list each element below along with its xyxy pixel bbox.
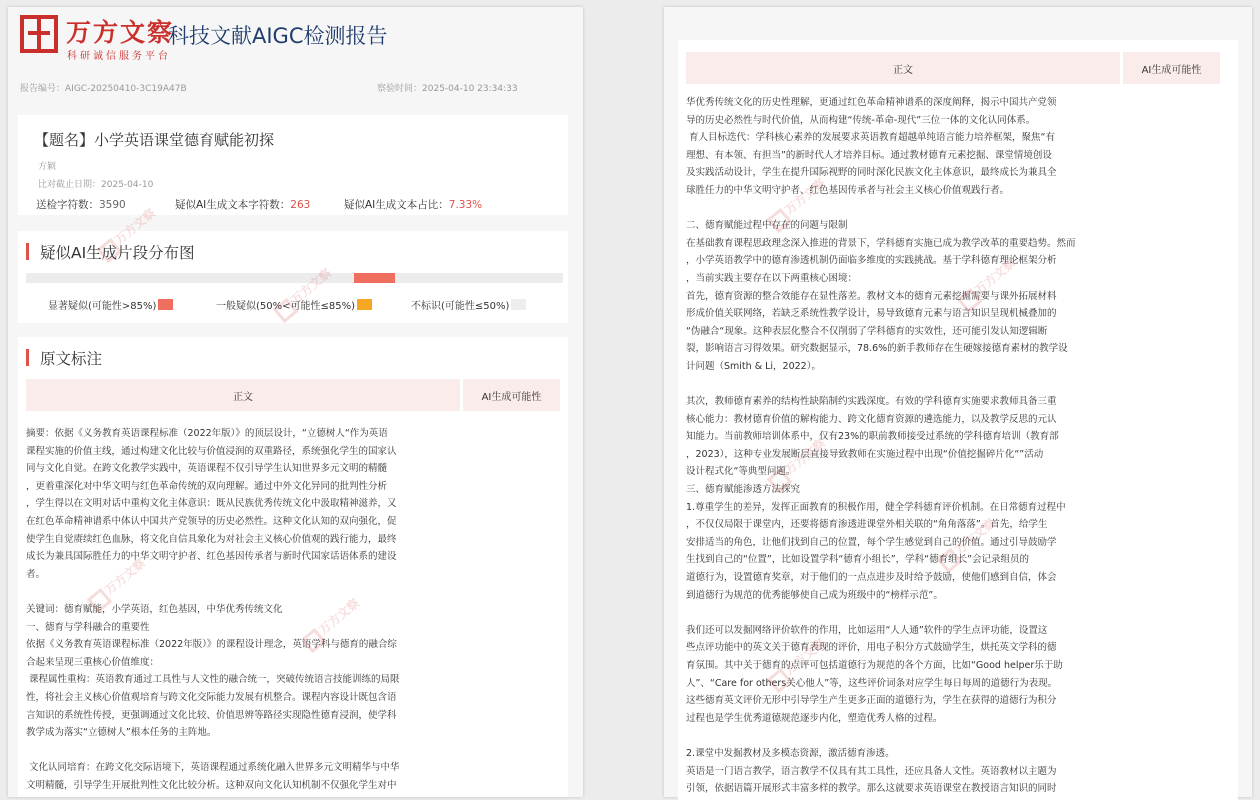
stat-total-chars-value: 3590 — [99, 199, 126, 211]
cutoff-date-label: 比对截止日期： — [38, 180, 102, 190]
legend-none-label: 不标识(可能性≤50%) — [411, 301, 510, 312]
legend-none-swatch — [511, 299, 526, 310]
stat-ai-chars-label: 疑似AI生成文本字符数： — [175, 199, 291, 211]
legend-significant-swatch — [158, 299, 173, 310]
check-time-label: 察验时间： — [377, 84, 423, 94]
legend-significant-label: 显著疑似(可能性>85%) — [48, 301, 157, 312]
report-number-value: AIGC-20250410-3C19A47B — [65, 84, 187, 94]
annotation-title: 原文标注 — [26, 347, 102, 369]
watermark-logo-icon: 万方文察 — [92, 205, 177, 290]
stat-ai-chars — [175, 197, 310, 212]
check-time-value: 2025-04-10 23:34:33 — [422, 84, 518, 94]
logo-slogan: 科研诚信服务平台 — [67, 51, 171, 62]
stat-ai-ratio-value: 7.33% — [448, 199, 483, 211]
distribution-segment-significant — [354, 273, 395, 283]
document-title: 【题名】小学英语课堂德育赋能初探 — [34, 131, 275, 149]
report-page-2 — [664, 7, 1252, 797]
report-page-1 — [8, 7, 583, 797]
stat-ai-ratio-label: 疑似AI生成文本占比： — [344, 199, 449, 211]
cutoff-date-value: 2025-04-10 — [101, 180, 154, 190]
annotation-section — [18, 337, 568, 797]
legend-moderate — [216, 297, 372, 312]
logo-mark-icon — [20, 15, 58, 53]
stat-ai-chars-value: 263 — [290, 199, 311, 211]
document-info-card — [18, 115, 568, 215]
legend-moderate-label: 一般疑似(50%<可能性≤85%) — [216, 301, 356, 312]
distribution-title: 疑似AI生成片段分布图 — [26, 241, 195, 263]
document-author: 方颖 — [38, 162, 57, 172]
column-header-ai-probability: AI生成可能性 — [1123, 52, 1220, 84]
annotated-body-text: 摘要：依据《义务教育英语课程标准（2022年版）》的顶层设计，“立德树人“作为英语 课程实施的价值主线，通过构建文化比较与价值浸润的双重路径，系统强化学生的国家认 同与文化自觉。在跨文化教学实践中，英语课程不仅引导学生认知世界多元文明的精髓 ，更着重深化对中华文明与红色革命传统的双向理解。通过中外文化异同的批判性分析 ，学生得以在文明对话中重构文化主体意识：既从民族优秀传统文化中汲取精神滋养，又 在红色革命精神谱系中体认中国共产党领导的历史必然性。这种文化认知的双向强化，促 使学生自觉赓续红色血脉，将文化自信具象化为对社会主义核心价值观的践行能力，最终 成长为兼具国际胜任力的中华文明守护者、红色基因传承者与新时代国家话语体系的建设 者。 关键词：德育赋能，小学英语，红色基因，中华优秀传统文化 一、德育与学科融合的重要性 依据《义务教育英语课程标准（2022年版）》的课程设计理念，英语学科与德育的融合综 合起来呈现三重核心价值维度： 课程属性重构：英语教育通过工具性与人文性的融合统一，突破传统语言技能训练的局限 性，将社会主义核心价值观培育与跨文化交际能力发展有机整合。课程内容设计既包含语 言知识的系统性传授，更强调通过文化比较、价值思辨等路径实现隐性德育浸润，使学科 教学成为落实“立德树人”根本任务的主阵地。 文化认同培育：在跨文化交际语境下，英语课程通过系统化融入世界多元文明精华与中华 文明精髓，引导学生开展批判性文化比较分析。这种双向文化认知机制不仅强化学生对中 — [26, 428, 400, 791]
cutoff-date — [38, 177, 153, 190]
annotation-continued — [678, 40, 1238, 800]
legend-none — [411, 297, 526, 312]
stat-ai-ratio — [344, 197, 482, 212]
stat-total-chars-label: 送检字符数： — [36, 199, 99, 211]
stat-total-chars — [36, 197, 126, 212]
distribution-section — [18, 231, 568, 323]
legend-significant — [48, 297, 173, 312]
column-header-text: 正文 — [686, 52, 1120, 84]
distribution-bar — [26, 273, 563, 283]
column-header-text: 正文 — [26, 379, 460, 411]
annotated-body-text-continued: 华优秀传统文化的历史性理解，更通过红色革命精神谱系的深度阐释，揭示中国共产党领 导的历史必然性与时代价值，从而构建“传统-革命-现代”三位一体的文化认同体系。 育人目标迭代：学科核心素养的发展要求英语教育超越单纯语言能力培养框架，聚焦“有 理想、有本领、有担当”的新时代人才培养目标。通过教材德育元素挖掘、课堂情境创设 及实践活动设计，学生在提升国际视野的同时深化民族文化主体意识，最终成长为兼具全 球胜任力的中华文明守护者、红色基因传承者与社会主义核心价值观践行者。 二、德育赋能过程中存在的问题与限制 在基础教育课程思政理念深入推进的背景下，学科德育实施已成为教学改革的重要趋势。然而 ，小学英语教学中的德育渗透机制仍面临多维度的实践挑战。基于学科德育理论框架分析 ，当前实践主要存在以下两重核心困境： 首先，德育资源的整合效能存在显性落差。教材文本的德育元素挖掘需要与课外拓展材料 形成价值关联网络，若缺乏系统性教学设计，易导致德育元素与语言知识呈现机械叠加的 “伪融合“现象。这种表层化整合不仅削弱了学科德育的实效性，还可能引发认知逻辑断 裂，影响语言习得效果。研究数据显示，78.6%的新手教师存在生硬嫁接德育素材的教学设 计问题（Smith & Li，2022）。 其次，教师德育素养的结构性缺陷制约实践深度。有效的学科德育实施要求教师具备三重 核心能力：教材德育价值的解构能力、跨文化德育资源的遴选能力，以及教学反思的元认 知能力。当前教师培训体系中，仅有23%的职前教师接受过系统的学科德育培训（教育部 ，2023），这种专业发展断层直接导致教师在实施过程中出现“价值挖掘碎片化“”活动 设计程式化“等典型问题。 三、德育赋能渗透方法探究 1.尊重学生的差异，发挥正面教育的积极作用，健全学科德育评价机制。在日常德育过程中 ，不仅仅局限于课堂内，还要将德育渗透进课堂外相关联的“角角落落”。首先，给学生 安排适当的角色，让他们找到自己的位置，每个学生感觉到自己的价值。通过引导鼓励学 生找到自己的“位置”，比如设置学科“德育小组长”，学科“德育组长”会记录组员的 道德行为，设置德育奖章，对于他们的一点点进步及时给予鼓励，使他们感到自信，体会 到道德行为规范的优秀能够使自己成为班级中的“榜样示范”。 我们还可以发掘网络评价软件的作用，比如运用“人人通”软件的学生点评功能，设置这 些点评功能中的英文关于德育表现的评价，用电子积分方式鼓励学生，烘托英文学科的德 育氛围。其中关于德育的点评可包括道德行为规范的各个方面，比如“Good helper乐于助 人”、“Care for others关心他人”等，这些评价词条对应学生每日每周的道德行为表现。 这些德育英文评价无形中引导学生产生更多正面的道德行为，学生在获得的道德行为积分 过程也是学生优秀道德规范逐步内化，塑造优秀人格的过程。 2.课堂中发掘教材及多模态资源，激活德育渗透。 英语是一门语言教学，语言教学不仅具有其工具性，还应具备人文性。英语教材以主题为 引领，依据语篇开展形式丰富多样的教学。那么这就要求英语课堂在教授语言知识的同时 — [686, 97, 1076, 795]
report-title: 科技文献AIGC检测报告 — [168, 24, 388, 48]
logo-name: 万方文察 — [66, 18, 175, 47]
column-header-ai-probability: AI生成可能性 — [463, 379, 560, 411]
legend-moderate-swatch — [357, 299, 372, 310]
report-number — [20, 81, 187, 94]
check-time — [377, 81, 518, 94]
report-number-label: 报告编号： — [20, 84, 66, 94]
